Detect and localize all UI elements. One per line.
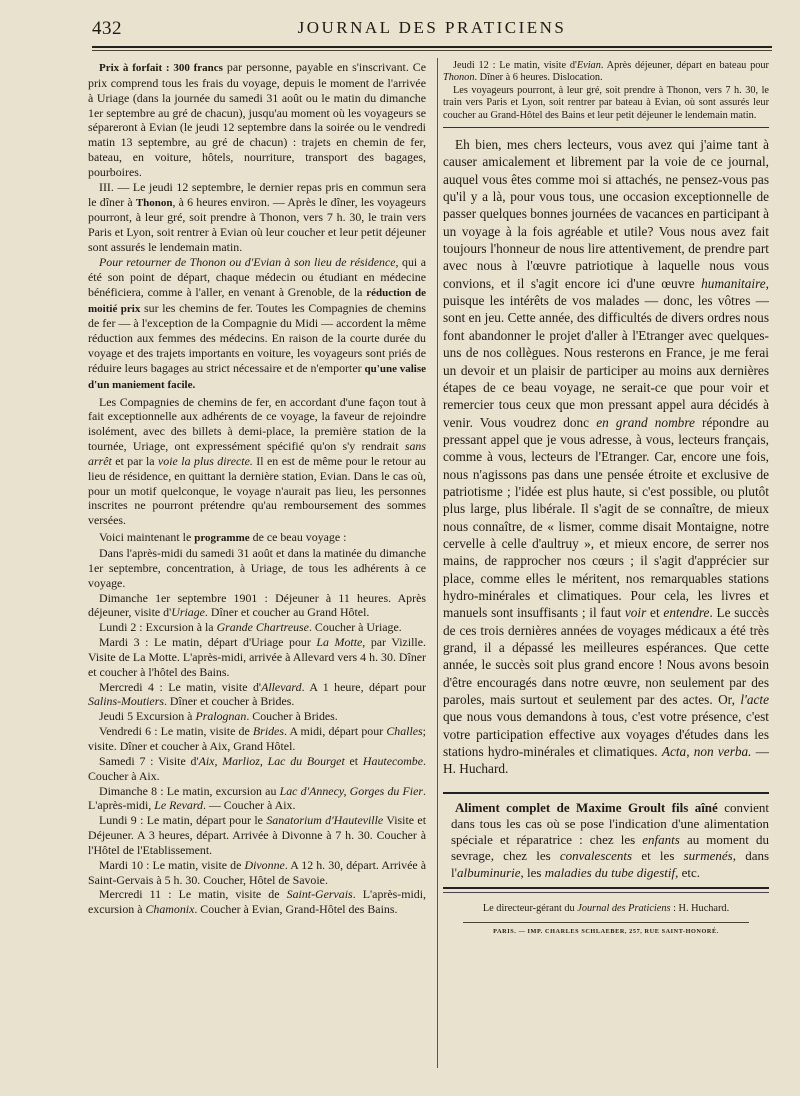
advertisement-text: Aliment complet de Maxime Groult fils aîné convient dans tous les cas où se pose l'indication d'une alimentation spéciale et réparatrice : chez les enfants au moment du sevrage, chez les convalescents et les surmenés, dans l'albuminurie, les maladies du tube digestif, etc. <box>451 799 769 880</box>
page-number: 432 <box>92 18 122 39</box>
program-day-11: Mercredi 11 : Le matin, visite de Saint-Gervais. L'après-midi, excursion à Chamonix. Coucher à Evian, Grand-Hôtel des Bains. <box>88 887 426 917</box>
program-return-note: Les voyageurs pourront, à leur gré, soit prendre à Thonon, vers 7 h. 30, le train vers Paris et Lyon, soit rentrer par bateau à Evian, où sont assurés leur coucher au Grand-Hôtel des Bains et leur petit déjeuner le lendemain matin. <box>443 84 769 121</box>
section-rule <box>443 127 769 128</box>
column-separator <box>437 58 438 1068</box>
advertisement <box>443 792 769 893</box>
paragraph-programme-intro: Voici maintenant le programme de ce beau voyage : <box>99 530 347 545</box>
program-day-7: Samedi 7 : Visite d'Aix, Marlioz, Lac du Bourget et Hautecombe. Coucher à Aix. <box>88 753 426 783</box>
program-day-4: Mercredi 4 : Le matin, visite d'Allevard. A 1 heure, départ pour Salins-Moutiers. Dîner et coucher à Brides. <box>88 679 426 709</box>
paragraph-prix: Prix à forfait : 300 francs par personne, payable en s'inscrivant. Ce prix comprend tous les frais du voyage, depuis le moment de l'arrivée à Uriage (dans la journée du samedi 31 août ou le matin du dimanche 1er septembre au gré de chacun), jusqu'au moment où les voyageurs se sépareront à Evian (le jeudi 12 septembre dans la soirée ou le vendredi matin 13 septembre, au gré de chacun) : trajets en chemin de fer, bateau, en voiture, hôtels, nourriture, transport des bagages, pourboires. <box>88 60 426 179</box>
director-line: Le directeur-gérant du Journal des Praticiens : H. Huchard. <box>482 902 730 914</box>
program-day-6: Vendredi 6 : Le matin, visite de Brides. A midi, départ pour Challes; visite. Dîner et coucher à Aix, Grand Hôtel. <box>88 724 426 753</box>
journal-title: JOURNAL DES PRATICIENS <box>297 18 567 37</box>
program-day-2: Lundi 2 : Excursion à la Grande Chartreuse. Coucher à Uriage. <box>99 620 402 635</box>
printer-imprint: PARIS. — IMP. CHARLES SCHLAEBER, 257, RUE SAINT-HONORÉ. <box>493 927 719 935</box>
running-header <box>92 16 772 46</box>
right-column <box>443 60 769 1090</box>
program-day-5: Jeudi 5 Excursion à Pralognan. Coucher à Brides. <box>99 709 338 724</box>
left-column <box>88 60 426 1090</box>
paragraph-compagnies: Les Compagnies de chemins de fer, en accordant d'une façon tout à fait exceptionnelle aux adhérents de ce voyage, la faveur de rejoindre isolément, avec des billets à demi-place, la première station de la tournée, Uriage, ont expressément spécifié qu'on s'y rendrait sans arrêt et par la voie la plus directe. Il en est de même pour le retour au lieu de résidence, en quittant la dernière station, Evian. Dans le cas où, pour un motif quelconque, le voyage n'aurait pas lieu, les personnes inscrites ne pourront prétendre qu'au remboursement des sommes versées. <box>88 394 426 528</box>
signature: — H. Huchard. <box>443 744 769 777</box>
advertisement-rule <box>443 887 769 889</box>
header-rule <box>92 46 772 48</box>
program-day-3: Mardi 3 : Le matin, départ d'Uriage pour La Motte, par Vizille. Visite de La Motte. L'après-midi, arrivée à Allevard vers 4 h. 30. Dîner et coucher à l'hôtel des Bains. <box>88 635 426 679</box>
program-day-9: Lundi 9 : Le matin, départ pour le Sanatorium d'Hauteville Visite et Déjeuner. A 3 heures, départ. Arrivée à Divonne à 7 h. 30. Coucher à l'Hôtel de l'Etablissement. <box>88 813 426 857</box>
program-day-8: Dimanche 8 : Le matin, excursion au Lac d'Annecy, Gorges du Fier. L'après-midi, Le Revard. — Coucher à Aix. <box>88 783 426 813</box>
program-day-12: Jeudi 12 : Le matin, visite d'Evian. Après déjeuner, départ en bateau pour Thonon. Dîner à 6 heures. Dislocation. <box>443 60 769 84</box>
footer-rule <box>463 922 749 923</box>
paragraph-iii: III. — Le jeudi 12 septembre, le dernier repas pris en commun sera le dîner à Thonon, à 6 heures environ. — Après le dîner, les voyageurs pourront, à leur gré, soit prendre à Thonon, vers 7 h. 30, le train vers Paris et Lyon, soit rentrer à Evian où leur coucher et leur petit déjeuner sont assurés le lendemain matin. <box>88 179 426 255</box>
editorial-appeal: Eh bien, mes chers lecteurs, vous avez qui j'aime tant à causer amicalement et librement par la voie de ce journal, auquel vous êtes comme moi si attachés, ne pensez-vous pas qu'il y a là, pour vous tous, une occasion exceptionnelle de passer quelques bonnes journées de vacances en participant à un voyage à la fois agréable et utile? Vous nous avez fait toujours l'honneur de nous lire attentivement, de prendre part avec nous à l'œuvre patriotique à laquelle nous vous convions, et il s'agit encore ici d'une œuvre humanitaire, puisque les intérêts de vos malades — donc, les vôtres — sont en jeu. Cette année, des difficultés de divers ordres nous font abandonner le projet d'aller à l'Etranger avec quelques-uns de nos collègues. Nous resterons en France, je me ferai un devoir et un plaisir de participer au moins aux dernières étapes de ce beau voyage, ne serait-ce que pour voir et remercier tous ceux que mon pressant appel aura décidés à venir. Vous voudrez donc en grand nombre répondre au pressant appel que je vous adresse, à vous, lecteurs français, comme à vous, lecteurs de l'Etranger. Car, encore une fois, nous n'agissons pas dans une pensée étroite et exclusive de patriotisme ; l'idée est plus haute, si c'est possible, ou plutôt plus large, plus libérale. Il s'agit de se connaître, de mieux nous connaître, de « lismer, comme disait Montaigne, notre cervelle à celle d'aultruy », et mieux encore, de serrer nos mains, de rapprocher nos cœurs ; il s'agit d'apprécier sur place, comme elles le méritent, nos remarquables stations hydro-minérales et climatiques. Pour cela, les livres et manuels sont insuffisants ; il faut voir et entendre. Le succès de ces trois dernières années de voyages médicaux a été très grand, il a dépassé les meilleures espérances. Que cette année, le succès soit plus grand encore ! Nous avons besoin d'être encouragés dans notre œuvre, non seulement par des paroles, mais surtout et seulement par des actes. Or, l'acte que nous vous demandons à tous, c'est votre présence, c'est votre participation effective aux voyages d'études dans les stations hydro-minérales et climatiques. Acta, non verba. — H. Huchard. <box>443 137 769 777</box>
program-concentration: Dans l'après-midi du samedi 31 août et dans la matinée du dimanche 1er septembre, concentration, à Uriage, de tous les adhérents à ce voyage. <box>88 546 426 590</box>
advertisement-rule-thin <box>443 892 769 893</box>
program-day-1: Dimanche 1er septembre 1901 : Déjeuner à 11 heures. Après déjeuner, visite d'Uriage. Dîner et coucher au Grand Hôtel. <box>88 590 426 620</box>
program-day-10: Mardi 10 : Le matin, visite de Divonne. A 12 h. 30, départ. Arrivée à Saint-Gervais à 5 h. 30. Coucher, Hôtel de Savoie. <box>88 857 426 887</box>
paragraph-retour: Pour retourner de Thonon ou d'Evian à son lieu de résidence, qui a été son point de départ, chaque médecin ou étudiant en médecine bénéficiera, comme à l'aller, en venant à Grenoble, de la réduction de moitié prix sur les chemins de fer. Toutes les Compagnies de chemins de fer — à l'exception de la Compagnie du Midi — accordent la même réduction aux femmes des médecins. En raison de la courte durée du voyage et des trajets importants en voiture, les voyageurs sont priés de réduire leurs bagages au strict nécessaire et de n'emporter qu'une valise d'un maniement facile. <box>88 254 426 391</box>
header-rule-thin <box>92 50 772 51</box>
